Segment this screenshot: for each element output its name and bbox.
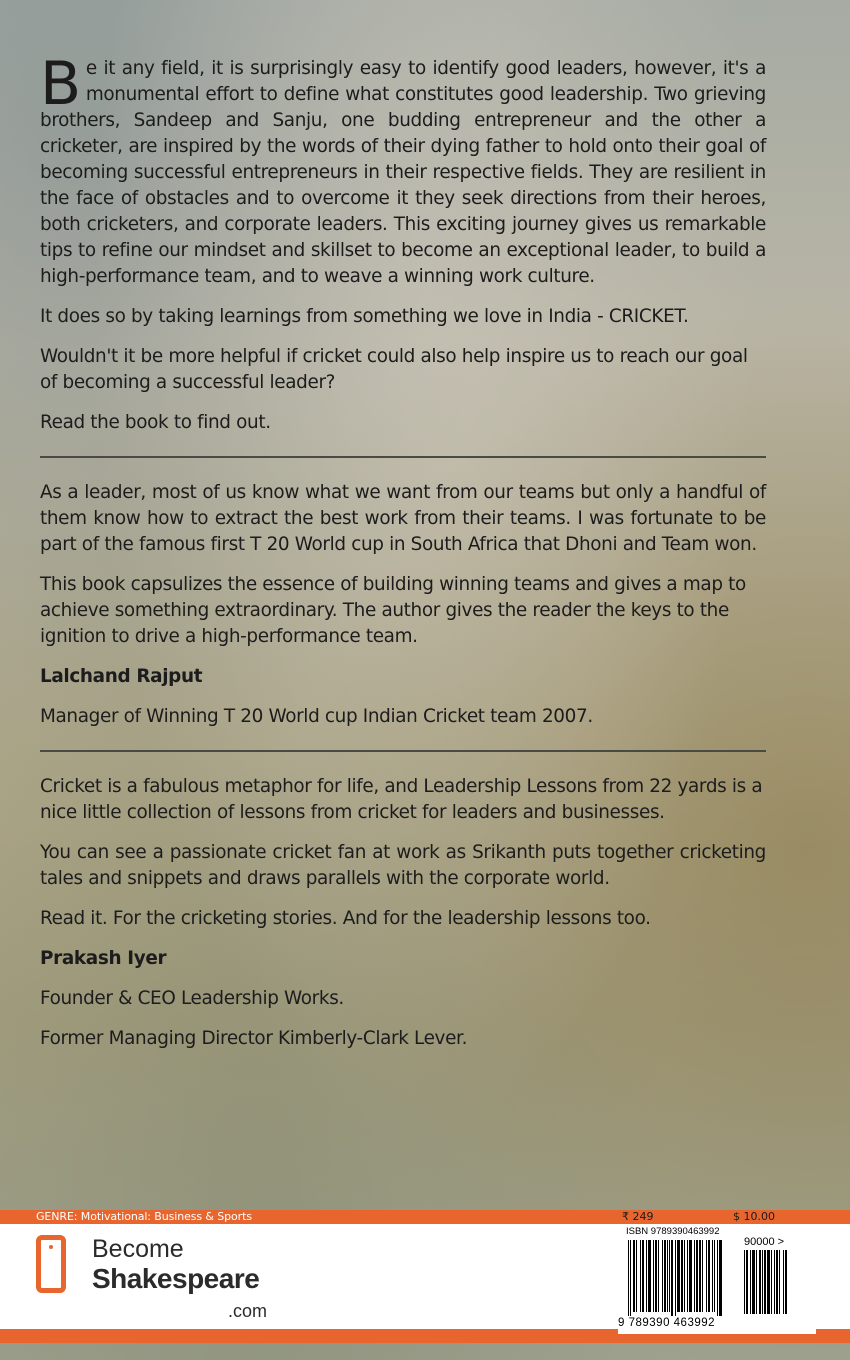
price-usd: $ 10.00 [733, 1210, 775, 1223]
endorser-role-1: Founder & CEO Leadership Works. [40, 988, 344, 1009]
endorsement-2-signature [40, 946, 766, 1052]
endorsement-1-paragraph-1: As a leader, most of us know what we want from our teams but only a handful of them know how to extract the best work from their teams. I was fortunate to be part of the famous first T 20 World cup in South Africa that Dhoni and Team won. [40, 482, 766, 555]
genre-bar [0, 1210, 850, 1224]
endorser-role: Manager of Winning T 20 World cup Indian Cricket team 2007. [40, 706, 593, 727]
publisher-logo [36, 1234, 296, 1324]
blurb-paragraph-1-text: e it any field, it is surprisingly easy to identify good leaders, however, it's a monumental effort to define what constitutes good leadership. Two grieving brothers, Sandeep and Sanju, one budding entrepreneur and the other a cricketer, are inspired by the words of their dying father to hold onto their goal of becoming successful entrepreneurs in their respective fields. They are resilient in the face of obstacles and to overcome it they seek directions from their heroes, both cricketers, and corporate leaders. This exciting journey gives us remarkable tips to refine our mindset and skillset to become an exceptional leader, to build a high-performance team, and to weave a winning work culture. [40, 58, 766, 287]
endorsement-2-paragraph-1: Cricket is a fabulous metaphor for life, and Leadership Lessons from 22 yards is a nice little collection of lessons from cricket for leaders and businesses. [40, 776, 763, 823]
endorsement-1-paragraph-2: This book capsulizes the essence of building winning teams and gives a map to achieve something extraordinary. The author gives the reader the keys to the ignition to drive a high-performance team. [40, 574, 746, 647]
endorsement-2-paragraph-2: You can see a passionate cricket fan at work as Srikanth puts together cricketing tales and snippets and draws parallels with the corporate world. [40, 842, 766, 889]
addon-barcode-bars [742, 1250, 802, 1320]
endorser-name: Lalchand Rajput [40, 666, 203, 687]
blurb-paragraph-3: Wouldn't it be more helpful if cricket could also help inspire us to reach our goal of becoming a successful leader? [40, 346, 748, 393]
price-inr: ₹ 249 [622, 1210, 654, 1223]
price-addon-code: 90000 > [744, 1236, 785, 1248]
blurb-paragraph-4: Read the book to find out. [40, 412, 271, 433]
blurb-paragraph-2: It does so by taking learnings from something we love in India - CRICKET. [40, 306, 689, 327]
endorser-role-2: Former Managing Director Kimberly-Clark Lever. [40, 1028, 468, 1049]
logo-word-shakespeare: Shakespeare [92, 1263, 260, 1294]
isbn-barcode [618, 1224, 816, 1334]
logo-word-become: Become [92, 1235, 184, 1263]
endorsement-1-signature [40, 664, 766, 730]
blurb-paragraph-1 [40, 49, 766, 290]
isbn-digits: 9 789390 463992 [618, 1317, 716, 1329]
section-divider [40, 456, 766, 458]
section-divider [40, 750, 766, 752]
drop-cap: B [40, 49, 81, 119]
endorser-name: Prakash Iyer [40, 948, 167, 969]
genre-label: GENRE: Motivational: Business & Sports [36, 1210, 252, 1223]
back-cover-text [40, 49, 766, 1066]
logo-word-com: .com [228, 1301, 268, 1321]
barcode-bars [618, 1240, 738, 1316]
isbn-label: ISBN 9789390463992 [626, 1226, 720, 1237]
phone-book-icon [36, 1235, 66, 1293]
endorsement-2-paragraph-3: Read it. For the cricketing stories. And for the leadership lessons too. [40, 908, 651, 929]
